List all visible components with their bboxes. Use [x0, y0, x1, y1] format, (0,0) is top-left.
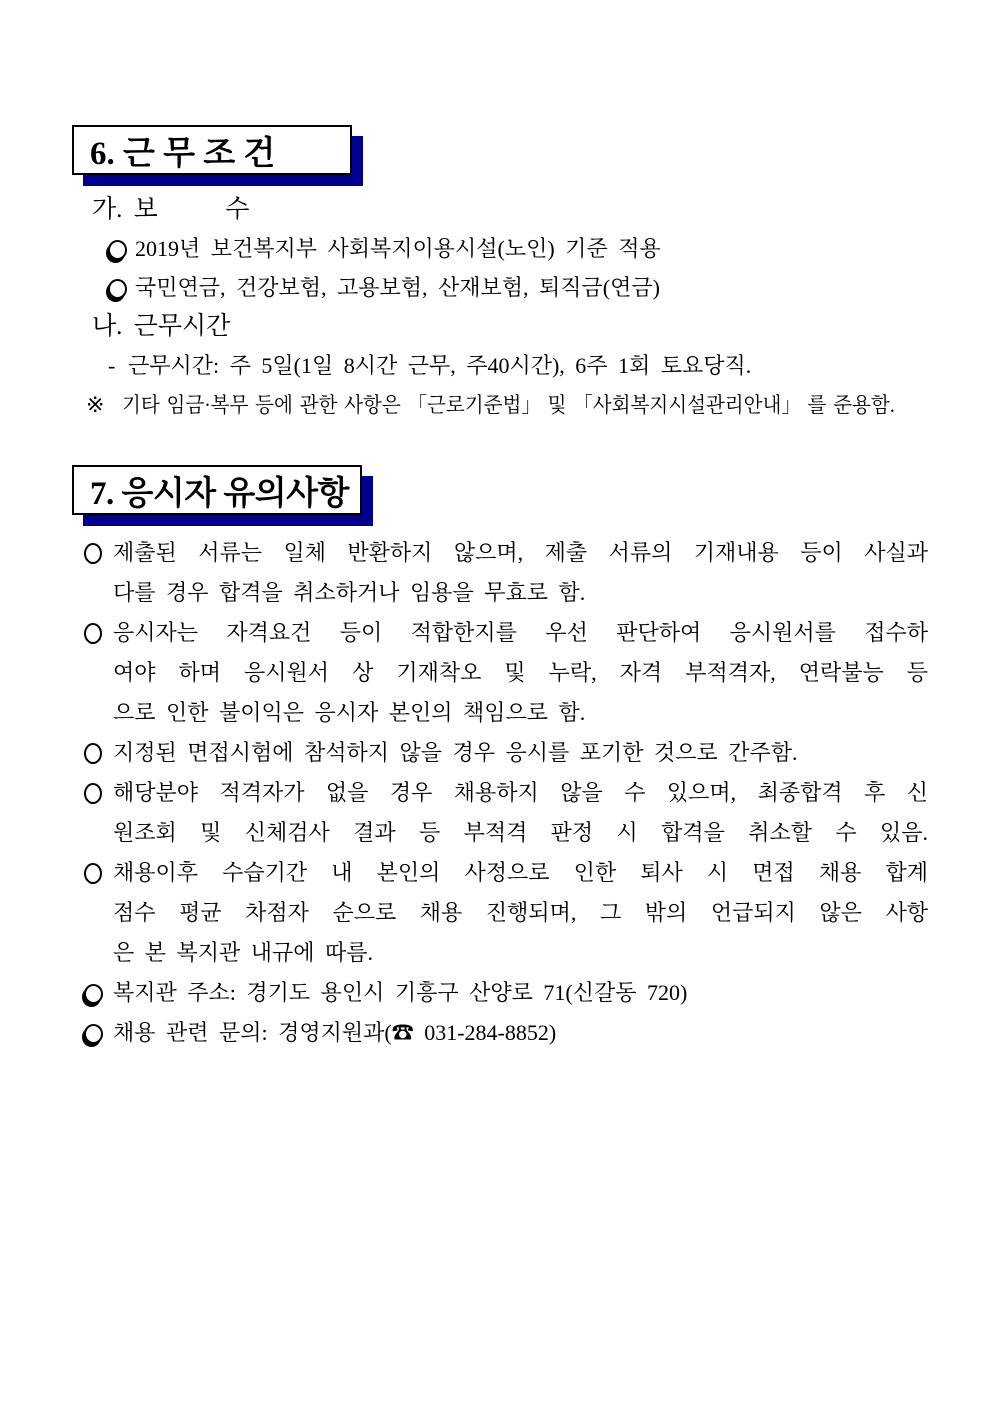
ball-bullet-icon — [108, 240, 127, 260]
section-6-title-box — [72, 125, 352, 175]
ball-bullet-icon — [84, 984, 103, 1004]
notice-item-1-line-2: 다를 경우 합격을 취소하거나 임용을 무효로 함. — [113, 580, 586, 605]
notice-item-2-continued — [0, 653, 992, 693]
circle-bullet-icon — [84, 623, 102, 644]
notice-item-2-line-3: 으로 인한 불이익은 응시자 본인의 책임으로 함. — [113, 700, 586, 725]
dash-marker: - — [108, 353, 116, 378]
salary-heading: 가. 보 수 — [92, 196, 250, 223]
notice-item-2-continued — [0, 693, 992, 733]
section-7-title: 7. 응시자 유의사항 — [90, 475, 349, 512]
reference-note-text: 기타 임금·복무 등에 관한 사항은 「근로기준법」 및 「사회복지시설관리안내」 를 준용함. — [122, 393, 895, 417]
reference-mark-icon: ※ — [86, 392, 105, 417]
notice-item-1-continued — [0, 573, 992, 613]
salary-item-2 — [0, 268, 992, 307]
circle-bullet-icon — [84, 743, 102, 764]
ball-bullet-icon — [84, 1024, 103, 1044]
contact-item — [0, 1013, 992, 1053]
contact-text: 채용 관련 문의: 경영지원과(☎ 031-284-8852) — [113, 1020, 557, 1045]
notice-item-5 — [0, 853, 992, 893]
section-7-title-box — [72, 465, 362, 515]
working-hours-item — [0, 346, 992, 385]
notice-item-5-line-1: 채용이후 수습기간 내 본인의 사정으로 인한 퇴사 시 면접 채용 합계 — [113, 860, 928, 885]
circle-bullet-icon — [84, 783, 102, 804]
address-item — [0, 973, 992, 1013]
notice-item-4-line-2: 원조회 및 신체검사 결과 등 부적격 판정 시 합격을 취소할 수 있음. — [113, 820, 928, 845]
ball-bullet-icon — [108, 279, 127, 299]
notice-item-5-line-3: 은 본 복지관 내규에 따름. — [113, 940, 374, 965]
section-7-content — [0, 533, 992, 1053]
circle-bullet-icon — [84, 863, 102, 884]
salary-item-1-text: 2019년 보건복지부 사회복지이용시설(노인) 기준 적용 — [135, 236, 661, 261]
section-6-title: 6. 근 무 조 건 — [90, 135, 276, 172]
section-6-content — [0, 190, 992, 424]
notice-item-4-continued — [0, 813, 992, 853]
notice-item-2 — [0, 613, 992, 653]
notice-item-3 — [0, 733, 992, 773]
circle-bullet-icon — [84, 543, 102, 564]
notice-item-5-continued — [0, 933, 992, 973]
notice-item-2-line-2: 여야 하며 응시원서 상 기재착오 및 누락, 자격 부적격자, 연락불능 등 — [113, 660, 928, 685]
address-text: 복지관 주소: 경기도 용인시 기흥구 산양로 71(신갈동 720) — [113, 980, 688, 1005]
notice-item-1-line-1: 제출된 서류는 일체 반환하지 않으며, 제출 서류의 기재내용 등이 사실과 — [113, 540, 928, 565]
notice-item-2-line-1: 응시자는 자격요건 등이 적합한지를 우선 판단하여 응시원서를 접수하 — [113, 620, 928, 645]
notice-item-4-line-1: 해당분야 적격자가 없을 경우 채용하지 않을 수 있으며, 최종합격 후 신 — [113, 780, 928, 805]
notice-item-1 — [0, 533, 992, 573]
salary-item-2-text: 국민연금, 건강보험, 고용보험, 산재보험, 퇴직금(연금) — [135, 275, 660, 300]
salary-item-1 — [0, 229, 992, 268]
notice-item-3-line-1: 지정된 면접시험에 참석하지 않을 경우 응시를 포기한 것으로 간주함. — [113, 740, 798, 765]
notice-item-5-line-2: 점수 평균 차점자 순으로 채용 진행되며, 그 밖의 언급되지 않은 사항 — [113, 900, 928, 925]
working-hours-heading: 나. 근무시간 — [92, 313, 231, 340]
working-hours-text: 근무시간: 주 5일(1일 8시간 근무, 주40시간), 6주 1회 토요당직. — [128, 353, 752, 378]
notice-item-4 — [0, 773, 992, 813]
notice-item-5-continued — [0, 893, 992, 933]
reference-note — [0, 385, 992, 424]
